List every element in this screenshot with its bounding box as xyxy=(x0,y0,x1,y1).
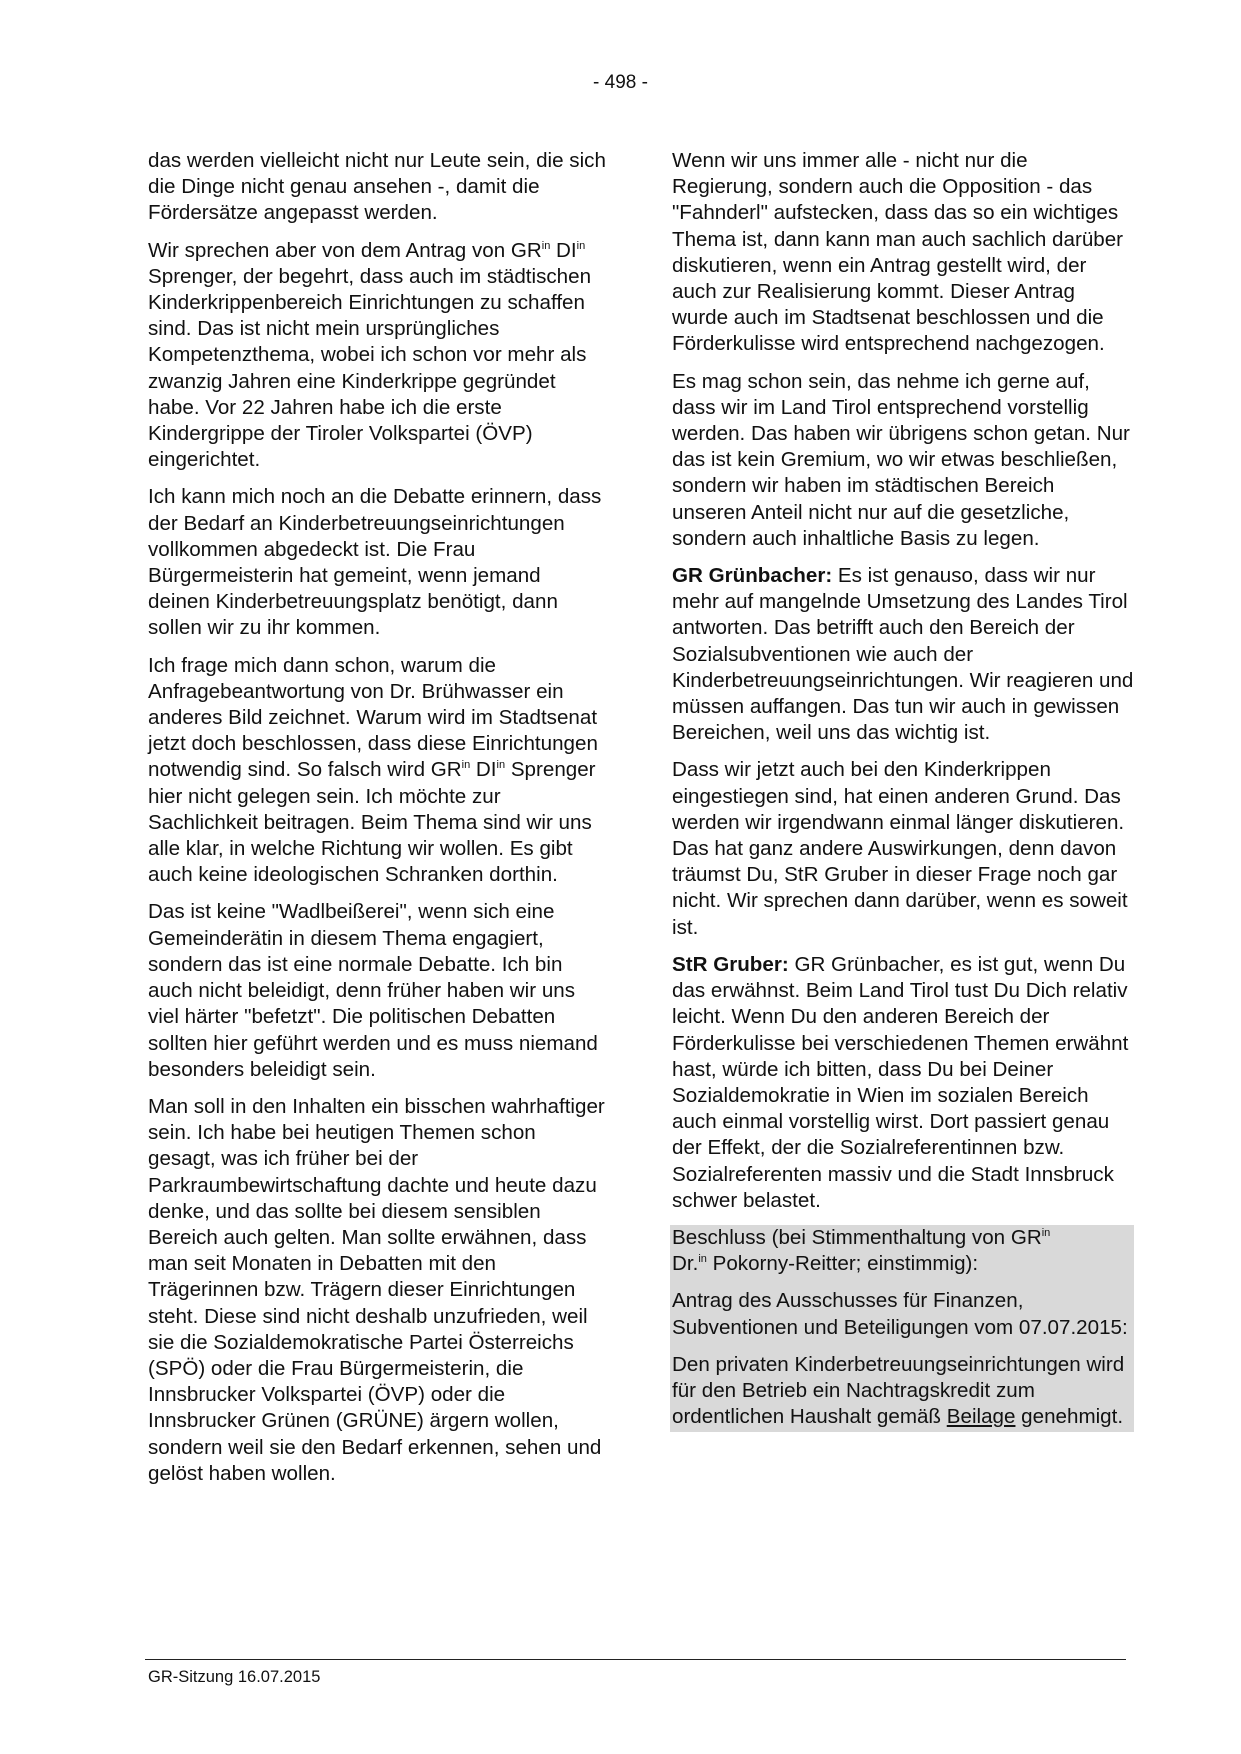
beilage-link[interactable]: Beilage xyxy=(946,1405,1016,1429)
paragraph: das werden vielleicht nicht nur Leute sein, die sich die Dinge nicht genau ansehen -, damit die Fördersätze angepasst werden. xyxy=(148,149,606,225)
footer-divider xyxy=(145,1659,1126,1660)
paragraph: Dass wir jetzt auch bei den Kinderkrippen eingestiegen sind, hat einen anderen Grund. Das werden wir irgendwann einmal länger diskutieren. Das hat ganz andere Auswirkungen, denn davon träumst Du, StR Gruber in dieser Frage noch gar nicht. Wir sprechen dann darüber, wenn es soweit ist. xyxy=(672,758,1128,939)
left-column xyxy=(148,148,608,1498)
paragraph: Das ist keine "Wadlbeißerei", wenn sich eine Gemeinderätin in diesem Thema engagiert, sondern das ist eine normale Debatte. Ich bin auch nicht beleidigt, denn früher haben wir uns viel härter "befetzt". Die politischen Debatten sollten hier geführt werden und es muss niemand besonders beleidigt sein. xyxy=(148,900,598,1081)
resolution-motion: Antrag des Ausschusses für Finanzen, Subventionen und Beteiligungen vom 07.07.2015: xyxy=(672,1289,1128,1339)
paragraph: Ich kann mich noch an die Debatte erinnern, dass der Bedarf an Kinderbetreuungseinrichtungen vollkommen abgedeckt ist. Die Frau Bürgermeisterin hat gemeint, wenn jemand deinen Kinderbetreuungsplatz benötigt, dann sollen wir zu ihr kommen. xyxy=(148,485,602,640)
speaker-name: GR Grünbacher: xyxy=(672,564,833,588)
speaker-paragraph: StR Gruber: GR Grünbacher, es ist gut, wenn Du das erwähnst. Beim Land Tirol tust Du Dich relativ leicht. Wenn Du den anderen Bereich der Förderkulisse bei verschiedenen Themen erwähnt hast, würde ich bitten, dass Du bei Deiner Sozialdemokratie in Wien im sozialen Bereich auch einmal vorstellig wirst. Dort passiert genau der Effekt, der die Sozialreferentinnen bzw. Sozialreferenten massiv und die Stadt Innsbruck schwer belastet. xyxy=(672,952,1129,1212)
resolution-decision: Den privaten Kinderbetreuungseinrichtungen wird für den Betrieb ein Nachtragskredit zum ordentlichen Haushalt gemäß Beilage genehmigt. xyxy=(672,1352,1125,1429)
paragraph: Ich frage mich dann schon, warum die Anfragebeantwortung von Dr. Brühwasser ein anderes Bild zeichnet. Warum wird im Stadtsenat jetzt doch beschlossen, dass diese Einrichtungen notwendig sind. So falsch wird $GR^{in}$ $DI^{in}$ Sprenger hier nicht gelegen sein. Ich möchte zur Sachlichkeit beitragen. Beim Thema sind wir uns alle klar, in welche Richtung wir wollen. Es gibt auch keine ideologischen Schranken dorthin. xyxy=(148,653,598,887)
right-column xyxy=(672,148,1134,1432)
paragraph: Wenn wir uns immer alle - nicht nur die Regierung, sondern auch die Opposition - das "Fahnderl" aufstecken, dass das so ein wichtiges Thema ist, dann kann man auch sachlich darüber diskutieren, wenn ein Antrag gestellt wird, der auch zur Realisierung kommt. Dieser Antrag wurde auch im Stadtsenat beschlossen und die Förderkulisse wird entsprechend nachgezogen. xyxy=(672,149,1124,356)
resolution-box xyxy=(670,1225,1134,1432)
footer-session-date: GR-Sitzung 16.07.2015 xyxy=(148,1668,321,1686)
resolution-heading: Beschluss (bei Stimmenthaltung von $GR^{in}$ Dr.$^{in}$ Pokorny-Reitter; einstimmig): xyxy=(672,1225,1051,1276)
paragraph: Man soll in den Inhalten ein bisschen wahrhaftiger sein. Ich habe bei heutigen Themen schon gesagt, was ich früher bei der Parkraumbewirtschaftung dachte und heute dazu denke, und das sollte bei diesem sensiblen Bereich auch gelten. Man sollte erwähnen, dass man seit Monaten in Debatten mit den Trägerinnen bzw. Trägern dieser Einrichtungen steht. Diese sind nicht deshalb unzufrieden, weil sie die Sozialdemokratische Partei Österreichs (SPÖ) oder die Frau Bürgermeisterin, die Innsbrucker Volkspartei (ÖVP) oder die Innsbrucker Grünen (GRÜNE) ärgern wollen, sondern weil sie den Bedarf erkennen, sehen und gelöst haben wollen. xyxy=(148,1094,605,1485)
paragraph: Wir sprechen aber von dem Antrag von $GR^{in}$ $DI^{in}$ Sprenger, der begehrt, dass auch im städtischen Kinderkrippenbereich Einrichtungen zu schaffen sind. Das ist nicht mein ursprüngliches Kompetenzthema, wobei ich schon vor mehr als zwanzig Jahren eine Kinderkrippe gegründet habe. Vor 22 Jahren habe ich die erste Kindergrippe der Tiroler Volkspartei (ÖVP) eingerichtet. xyxy=(148,238,592,472)
speaker-paragraph: GR Grünbacher: Es ist genauso, dass wir nur mehr auf mangelnde Umsetzung des Landes Tirol antworten. Das betrifft auch den Bereich der Sozialsubventionen wie auch der Kinderbetreuungseinrichtungen. Wir reagieren und müssen auffangen. Das tun wir auch in gewissen Bereichen, weil uns das wichtig ist. xyxy=(672,564,1134,745)
paragraph: Es mag schon sein, das nehme ich gerne auf, dass wir im Land Tirol entsprechend vorstellig werden. Das haben wir übrigens schon getan. Nur das ist kein Gremium, wo wir etwas beschließen, sondern wir haben im städtischen Bereich unseren Anteil nicht nur auf die gesetzliche, sondern auch inhaltliche Basis zu legen. xyxy=(672,369,1130,550)
speaker-name: StR Gruber: xyxy=(672,952,789,976)
page-number: - 498 - xyxy=(593,72,648,93)
